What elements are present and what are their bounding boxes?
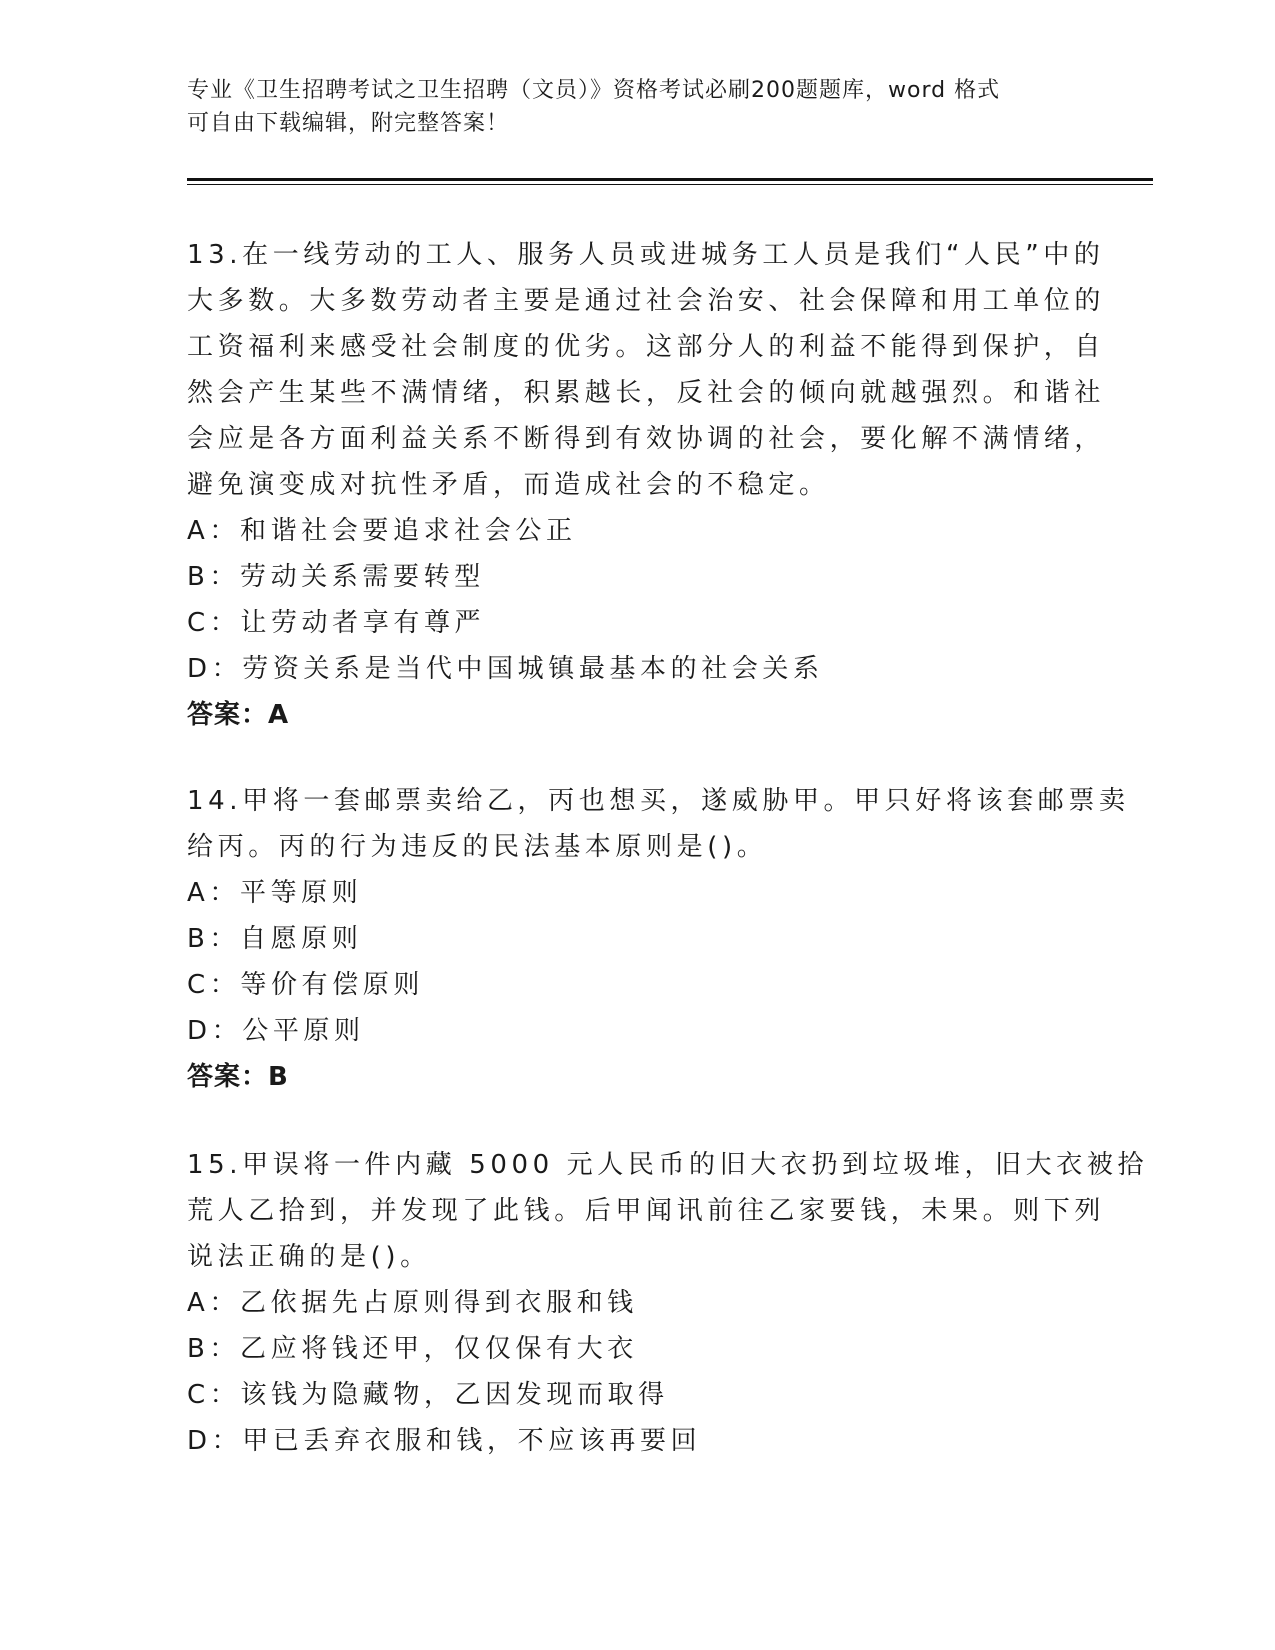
header-line: 专业《卫生招聘考试之卫生招聘（文员）》资格考试必刷200题题库，word 格式 (187, 78, 1001, 103)
question-text: 15.甲误将一件内藏 5000 元人民币的旧大衣扔到垃圾堆，旧大衣被拾 (187, 1150, 1149, 1180)
question-text: 14.甲将一套邮票卖给乙，丙也想买，遂威胁甲。甲只好将该套邮票卖 (187, 786, 1130, 816)
question-text: 工资福利来感受社会制度的优劣。这部分人的利益不能得到保护，自 (187, 332, 1106, 362)
question-text: 给丙。丙的行为违反的民法基本原则是()。 (187, 832, 768, 862)
option-c: C：该钱为隐藏物，乙因发现而取得 (187, 1380, 669, 1410)
answer-label: 答案：B (187, 1062, 289, 1092)
question-text: 说法正确的是()。 (187, 1242, 431, 1272)
option-d: D：甲已丢弃衣服和钱，不应该再要回 (187, 1426, 702, 1456)
header-divider-thin (187, 184, 1153, 185)
option-b: B：乙应将钱还甲，仅仅保有大衣 (187, 1334, 638, 1364)
question-text: 13.在一线劳动的工人、服务人员或进城务工人员是我们“人民”中的 (187, 240, 1105, 270)
option-d: D：劳资关系是当代中国城镇最基本的社会关系 (187, 654, 824, 684)
header-divider (187, 178, 1153, 181)
question-text: 荒人乙拾到，并发现了此钱。后甲闻讯前往乙家要钱，未果。则下列 (187, 1196, 1106, 1226)
option-c: C：让劳动者享有尊严 (187, 608, 486, 638)
question-14 (187, 778, 1130, 1100)
option-a: A：乙依据先占原则得到衣服和钱 (187, 1288, 638, 1318)
option-b: B：自愿原则 (187, 924, 363, 954)
answer-label: 答案：A (187, 700, 290, 730)
option-a: A：平等原则 (187, 878, 363, 908)
question-text: 避免演变成对抗性矛盾，而造成社会的不稳定。 (187, 470, 830, 500)
question-text: 会应是各方面利益关系不断得到有效协调的社会，要化解不满情绪， (187, 424, 1106, 454)
option-d: D：公平原则 (187, 1016, 365, 1046)
question-13 (187, 232, 1106, 738)
option-b: B：劳动关系需要转型 (187, 562, 485, 592)
question-15 (187, 1142, 1149, 1464)
header-line: 可自由下载编辑，附完整答案！ (187, 111, 510, 136)
question-text: 大多数。大多数劳动者主要是通过社会治安、社会保障和用工单位的 (187, 286, 1106, 316)
question-text: 然会产生某些不满情绪，积累越长，反社会的倾向就越强烈。和谐社 (187, 378, 1106, 408)
option-a: A：和谐社会要追求社会公正 (187, 516, 577, 546)
document-header (187, 74, 1067, 140)
option-c: C：等价有偿原则 (187, 970, 424, 1000)
